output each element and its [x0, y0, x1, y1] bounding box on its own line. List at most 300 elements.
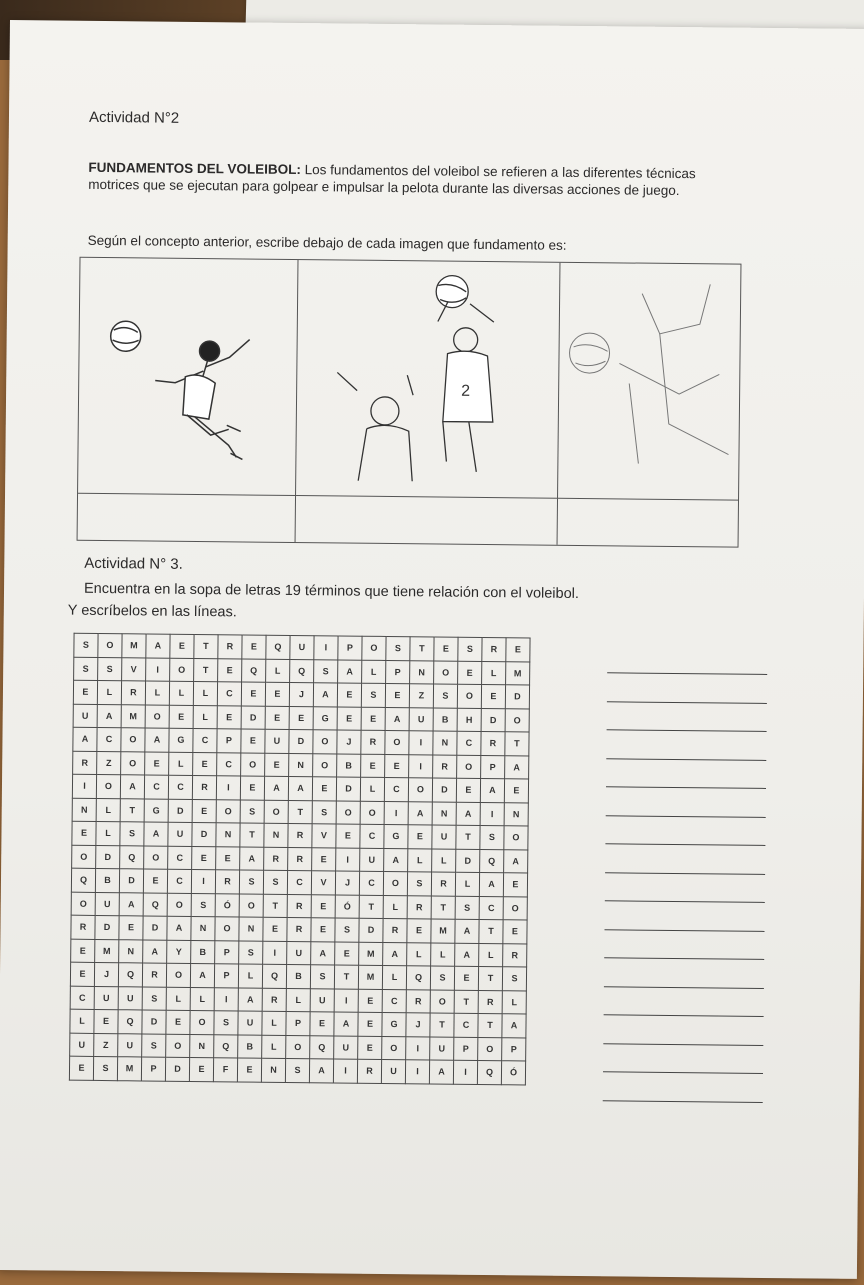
grid-cell[interactable]: T — [194, 634, 218, 658]
grid-cell[interactable]: T — [120, 798, 144, 822]
grid-cell[interactable]: O — [145, 704, 169, 728]
grid-cell[interactable]: V — [312, 824, 336, 848]
grid-cell[interactable]: I — [334, 988, 358, 1012]
grid-cell[interactable]: O — [313, 730, 337, 754]
grid-cell[interactable]: Q — [477, 1060, 501, 1084]
grid-cell[interactable]: A — [145, 728, 169, 752]
grid-cell[interactable]: A — [479, 872, 503, 896]
grid-cell[interactable]: D — [143, 916, 167, 940]
grid-cell[interactable]: E — [361, 754, 385, 778]
grid-cell[interactable]: B — [286, 964, 310, 988]
grid-cell[interactable]: S — [120, 822, 144, 846]
grid-cell[interactable]: A — [338, 659, 362, 683]
grid-cell[interactable]: E — [69, 1056, 93, 1080]
grid-cell[interactable]: D — [336, 777, 360, 801]
grid-cell[interactable]: A — [190, 963, 214, 987]
grid-cell[interactable]: R — [287, 917, 311, 941]
grid-cell[interactable]: Q — [71, 868, 95, 892]
grid-cell[interactable]: Z — [94, 1033, 118, 1057]
grid-cell[interactable]: G — [144, 798, 168, 822]
grid-cell[interactable]: E — [458, 661, 482, 685]
grid-cell[interactable]: O — [144, 845, 168, 869]
grid-cell[interactable]: T — [456, 825, 480, 849]
grid-cell[interactable]: E — [335, 941, 359, 965]
grid-cell[interactable]: J — [337, 730, 361, 754]
answer-line[interactable] — [605, 874, 765, 903]
grid-cell[interactable]: T — [288, 800, 312, 824]
grid-cell[interactable]: O — [430, 989, 454, 1013]
grid-cell[interactable]: C — [167, 869, 191, 893]
grid-cell[interactable]: U — [238, 1011, 262, 1035]
grid-cell[interactable]: O — [216, 799, 240, 823]
grid-cell[interactable]: D — [165, 1057, 189, 1081]
grid-cell[interactable]: M — [121, 704, 145, 728]
grid-cell[interactable]: P — [286, 1011, 310, 1035]
grid-cell[interactable]: C — [217, 682, 241, 706]
grid-cell[interactable]: E — [504, 779, 528, 803]
grid-cell[interactable]: P — [215, 940, 239, 964]
grid-cell[interactable]: H — [457, 708, 481, 732]
grid-cell[interactable]: E — [193, 752, 217, 776]
grid-cell[interactable]: I — [333, 1059, 357, 1083]
answer-line[interactable] — [605, 817, 765, 846]
grid-cell[interactable]: S — [480, 825, 504, 849]
grid-cell[interactable]: O — [170, 658, 194, 682]
grid-cell[interactable]: I — [72, 774, 96, 798]
grid-cell[interactable]: N — [119, 939, 143, 963]
grid-cell[interactable]: E — [337, 683, 361, 707]
grid-cell[interactable]: E — [166, 1010, 190, 1034]
grid-cell[interactable]: I — [336, 847, 360, 871]
grid-cell[interactable]: E — [217, 705, 241, 729]
grid-cell[interactable]: D — [481, 708, 505, 732]
grid-cell[interactable]: E — [454, 966, 478, 990]
grid-cell[interactable]: G — [382, 1012, 406, 1036]
grid-cell[interactable]: O — [215, 917, 239, 941]
grid-cell[interactable]: D — [192, 822, 216, 846]
grid-cell[interactable]: S — [191, 893, 215, 917]
grid-cell[interactable]: O — [383, 871, 407, 895]
grid-cell[interactable]: C — [168, 846, 192, 870]
grid-cell[interactable]: O — [264, 800, 288, 824]
grid-cell[interactable]: R — [407, 895, 431, 919]
grid-cell[interactable]: N — [72, 798, 96, 822]
grid-cell[interactable]: M — [431, 919, 455, 943]
answer-line[interactable] — [604, 960, 764, 989]
grid-cell[interactable]: C — [70, 986, 94, 1010]
grid-cell[interactable]: E — [169, 705, 193, 729]
grid-cell[interactable]: R — [71, 915, 95, 939]
grid-cell[interactable]: N — [289, 753, 313, 777]
grid-cell[interactable]: C — [193, 728, 217, 752]
grid-cell[interactable]: D — [142, 1010, 166, 1034]
grid-cell[interactable]: Y — [167, 940, 191, 964]
grid-cell[interactable]: A — [238, 987, 262, 1011]
grid-cell[interactable]: T — [478, 1013, 502, 1037]
grid-cell[interactable]: I — [216, 776, 240, 800]
grid-cell[interactable]: R — [121, 681, 145, 705]
grid-cell[interactable]: O — [382, 1036, 406, 1060]
grid-cell[interactable]: T — [430, 1013, 454, 1037]
grid-cell[interactable]: I — [409, 754, 433, 778]
grid-cell[interactable]: L — [169, 752, 193, 776]
grid-cell[interactable]: D — [456, 849, 480, 873]
grid-cell[interactable]: M — [117, 1057, 141, 1081]
grid-cell[interactable]: O — [121, 751, 145, 775]
grid-cell[interactable]: R — [481, 731, 505, 755]
grid-cell[interactable]: O — [360, 801, 384, 825]
grid-cell[interactable]: O — [336, 800, 360, 824]
grid-cell[interactable]: U — [168, 822, 192, 846]
grid-cell[interactable]: N — [191, 916, 215, 940]
grid-cell[interactable]: N — [264, 823, 288, 847]
grid-cell[interactable]: L — [262, 1035, 286, 1059]
grid-cell[interactable]: D — [119, 869, 143, 893]
grid-cell[interactable]: P — [481, 755, 505, 779]
grid-cell[interactable]: R — [357, 1059, 381, 1083]
grid-cell[interactable]: T — [454, 990, 478, 1014]
grid-cell[interactable]: R — [262, 988, 286, 1012]
grid-cell[interactable]: B — [191, 940, 215, 964]
grid-cell[interactable]: P — [386, 660, 410, 684]
grid-cell[interactable]: E — [361, 707, 385, 731]
grid-cell[interactable]: A — [311, 941, 335, 965]
grid-cell[interactable]: O — [96, 774, 120, 798]
grid-cell[interactable]: O — [71, 892, 95, 916]
grid-cell[interactable]: O — [72, 845, 96, 869]
grid-cell[interactable]: Q — [143, 892, 167, 916]
grid-cell[interactable]: E — [265, 753, 289, 777]
grid-cell[interactable]: I — [453, 1060, 477, 1084]
grid-cell[interactable]: S — [74, 633, 98, 657]
answer-line[interactable] — [605, 903, 765, 932]
grid-cell[interactable]: A — [146, 634, 170, 658]
grid-cell[interactable]: L — [193, 681, 217, 705]
grid-cell[interactable]: B — [95, 868, 119, 892]
grid-cell[interactable]: E — [265, 706, 289, 730]
grid-cell[interactable]: L — [479, 943, 503, 967]
grid-cell[interactable]: C — [479, 896, 503, 920]
answer-box-2[interactable] — [296, 496, 558, 545]
grid-cell[interactable]: N — [432, 801, 456, 825]
grid-cell[interactable]: A — [456, 802, 480, 826]
grid-cell[interactable]: A — [240, 846, 264, 870]
grid-cell[interactable]: T — [410, 637, 434, 661]
grid-cell[interactable]: R — [406, 989, 430, 1013]
grid-cell[interactable]: Q — [290, 659, 314, 683]
grid-cell[interactable]: D — [241, 705, 265, 729]
grid-cell[interactable]: A — [480, 778, 504, 802]
grid-cell[interactable]: C — [454, 1013, 478, 1037]
grid-cell[interactable]: L — [455, 872, 479, 896]
grid-cell[interactable]: R — [192, 775, 216, 799]
answer-line[interactable] — [605, 846, 765, 875]
grid-cell[interactable]: O — [239, 893, 263, 917]
grid-cell[interactable]: N — [190, 1034, 214, 1058]
grid-cell[interactable]: S — [74, 657, 98, 681]
grid-cell[interactable]: L — [383, 895, 407, 919]
grid-cell[interactable]: Q — [118, 1010, 142, 1034]
grid-cell[interactable]: D — [96, 845, 120, 869]
grid-cell[interactable]: S — [310, 965, 334, 989]
grid-cell[interactable]: N — [239, 917, 263, 941]
grid-cell[interactable]: D — [95, 915, 119, 939]
grid-cell[interactable]: O — [478, 1037, 502, 1061]
grid-cell[interactable]: S — [239, 870, 263, 894]
grid-cell[interactable]: O — [167, 893, 191, 917]
grid-cell[interactable]: R — [288, 847, 312, 871]
grid-cell[interactable]: S — [239, 940, 263, 964]
grid-cell[interactable]: A — [97, 704, 121, 728]
grid-cell[interactable]: U — [360, 848, 384, 872]
grid-cell[interactable]: U — [265, 729, 289, 753]
grid-cell[interactable]: Q — [480, 849, 504, 873]
grid-cell[interactable]: E — [434, 637, 458, 661]
grid-cell[interactable]: D — [359, 918, 383, 942]
grid-cell[interactable]: L — [432, 848, 456, 872]
grid-cell[interactable]: S — [214, 1011, 238, 1035]
grid-cell[interactable]: C — [144, 775, 168, 799]
grid-cell[interactable]: A — [383, 942, 407, 966]
grid-cell[interactable]: L — [238, 964, 262, 988]
grid-cell[interactable]: U — [432, 825, 456, 849]
grid-cell[interactable]: L — [193, 705, 217, 729]
answer-box-3[interactable] — [558, 499, 738, 547]
grid-cell[interactable]: C — [359, 871, 383, 895]
grid-cell[interactable]: E — [189, 1057, 213, 1081]
grid-cell[interactable]: E — [310, 1012, 334, 1036]
grid-cell[interactable]: I — [405, 1060, 429, 1084]
grid-cell[interactable]: G — [384, 824, 408, 848]
answer-line[interactable] — [606, 732, 766, 761]
grid-cell[interactable]: E — [337, 706, 361, 730]
grid-cell[interactable]: E — [358, 1012, 382, 1036]
grid-cell[interactable]: E — [241, 682, 265, 706]
grid-cell[interactable]: C — [457, 731, 481, 755]
grid-cell[interactable]: Ó — [501, 1061, 525, 1085]
grid-cell[interactable]: S — [433, 684, 457, 708]
grid-cell[interactable]: C — [97, 727, 121, 751]
grid-cell[interactable]: O — [503, 896, 527, 920]
grid-cell[interactable]: V — [311, 871, 335, 895]
grid-cell[interactable]: U — [310, 988, 334, 1012]
grid-cell[interactable]: E — [336, 824, 360, 848]
grid-cell[interactable]: J — [94, 962, 118, 986]
grid-cell[interactable]: E — [71, 939, 95, 963]
grid-cell[interactable]: M — [359, 942, 383, 966]
grid-cell[interactable]: L — [502, 990, 526, 1014]
grid-cell[interactable]: E — [145, 751, 169, 775]
grid-cell[interactable]: R — [218, 635, 242, 659]
grid-cell[interactable]: O — [457, 684, 481, 708]
grid-cell[interactable]: O — [121, 728, 145, 752]
grid-cell[interactable]: E — [311, 918, 335, 942]
answer-line[interactable] — [606, 789, 766, 818]
grid-cell[interactable]: T — [359, 895, 383, 919]
grid-cell[interactable]: E — [263, 917, 287, 941]
grid-cell[interactable]: A — [288, 776, 312, 800]
grid-cell[interactable]: R — [482, 637, 506, 661]
grid-cell[interactable]: E — [72, 821, 96, 845]
grid-cell[interactable]: Ó — [335, 894, 359, 918]
grid-cell[interactable]: B — [337, 753, 361, 777]
grid-cell[interactable]: O — [385, 730, 409, 754]
grid-cell[interactable]: L — [97, 680, 121, 704]
grid-cell[interactable]: S — [93, 1056, 117, 1080]
grid-cell[interactable]: T — [334, 965, 358, 989]
grid-cell[interactable]: T — [240, 823, 264, 847]
grid-cell[interactable]: N — [410, 660, 434, 684]
grid-cell[interactable]: L — [190, 987, 214, 1011]
grid-cell[interactable]: S — [335, 918, 359, 942]
grid-cell[interactable]: Q — [214, 1034, 238, 1058]
grid-cell[interactable]: S — [285, 1058, 309, 1082]
grid-cell[interactable]: I — [263, 941, 287, 965]
grid-cell[interactable]: A — [384, 848, 408, 872]
answer-line[interactable] — [607, 675, 767, 704]
grid-cell[interactable]: R — [264, 847, 288, 871]
grid-cell[interactable]: E — [481, 684, 505, 708]
grid-cell[interactable]: S — [240, 799, 264, 823]
grid-cell[interactable]: E — [289, 706, 313, 730]
grid-cell[interactable]: N — [261, 1058, 285, 1082]
grid-cell[interactable]: J — [406, 1013, 430, 1037]
grid-cell[interactable]: R — [215, 870, 239, 894]
grid-cell[interactable]: S — [314, 659, 338, 683]
grid-cell[interactable]: C — [217, 752, 241, 776]
grid-cell[interactable]: I — [214, 987, 238, 1011]
grid-cell[interactable]: L — [407, 942, 431, 966]
grid-cell[interactable]: S — [386, 636, 410, 660]
grid-cell[interactable]: D — [432, 778, 456, 802]
grid-cell[interactable]: L — [96, 821, 120, 845]
grid-cell[interactable]: C — [287, 870, 311, 894]
grid-cell[interactable]: A — [408, 801, 432, 825]
grid-cell[interactable]: E — [70, 962, 94, 986]
grid-cell[interactable]: L — [431, 942, 455, 966]
grid-cell[interactable]: D — [289, 729, 313, 753]
grid-cell[interactable]: D — [505, 685, 529, 709]
grid-cell[interactable]: E — [242, 635, 266, 659]
grid-cell[interactable]: M — [506, 661, 530, 685]
grid-cell[interactable]: U — [95, 892, 119, 916]
grid-cell[interactable]: N — [433, 731, 457, 755]
grid-cell[interactable]: A — [144, 822, 168, 846]
grid-cell[interactable]: Q — [262, 964, 286, 988]
grid-cell[interactable]: U — [118, 986, 142, 1010]
grid-cell[interactable]: E — [312, 777, 336, 801]
grid-cell[interactable]: A — [385, 707, 409, 731]
grid-cell[interactable]: L — [266, 659, 290, 683]
grid-cell[interactable]: L — [145, 681, 169, 705]
grid-cell[interactable]: T — [478, 966, 502, 990]
grid-cell[interactable]: P — [141, 1057, 165, 1081]
grid-cell[interactable]: P — [214, 964, 238, 988]
grid-cell[interactable]: E — [358, 989, 382, 1013]
grid-cell[interactable]: Q — [242, 658, 266, 682]
grid-cell[interactable]: S — [407, 872, 431, 896]
grid-cell[interactable]: A — [167, 916, 191, 940]
grid-cell[interactable]: R — [503, 943, 527, 967]
grid-cell[interactable]: L — [169, 681, 193, 705]
grid-cell[interactable]: F — [213, 1058, 237, 1082]
grid-cell[interactable]: A — [505, 755, 529, 779]
grid-cell[interactable]: E — [216, 846, 240, 870]
grid-cell[interactable]: R — [287, 894, 311, 918]
grid-cell[interactable]: Q — [266, 635, 290, 659]
grid-cell[interactable]: A — [455, 943, 479, 967]
grid-cell[interactable]: A — [455, 919, 479, 943]
grid-cell[interactable]: C — [168, 775, 192, 799]
grid-cell[interactable]: P — [454, 1037, 478, 1061]
grid-cell[interactable]: A — [120, 775, 144, 799]
grid-cell[interactable]: V — [122, 657, 146, 681]
grid-cell[interactable]: R — [433, 754, 457, 778]
grid-cell[interactable]: S — [142, 986, 166, 1010]
grid-cell[interactable]: R — [361, 730, 385, 754]
grid-cell[interactable]: E — [218, 658, 242, 682]
grid-cell[interactable]: A — [143, 939, 167, 963]
grid-cell[interactable]: U — [290, 635, 314, 659]
grid-cell[interactable]: B — [238, 1034, 262, 1058]
grid-cell[interactable]: E — [385, 754, 409, 778]
grid-cell[interactable]: O — [362, 636, 386, 660]
grid-cell[interactable]: R — [288, 823, 312, 847]
grid-cell[interactable]: S — [458, 637, 482, 661]
grid-cell[interactable]: I — [191, 869, 215, 893]
grid-cell[interactable]: E — [73, 680, 97, 704]
grid-cell[interactable]: B — [433, 707, 457, 731]
grid-cell[interactable]: M — [95, 939, 119, 963]
grid-cell[interactable]: A — [334, 1012, 358, 1036]
grid-cell[interactable]: A — [309, 1059, 333, 1083]
grid-cell[interactable]: M — [358, 965, 382, 989]
grid-cell[interactable]: C — [382, 989, 406, 1013]
grid-cell[interactable]: E — [265, 682, 289, 706]
grid-cell[interactable]: R — [383, 918, 407, 942]
grid-cell[interactable]: T — [263, 894, 287, 918]
grid-cell[interactable]: E — [170, 634, 194, 658]
grid-cell[interactable]: O — [434, 660, 458, 684]
grid-cell[interactable]: T — [194, 658, 218, 682]
grid-cell[interactable]: E — [312, 847, 336, 871]
grid-cell[interactable]: S — [502, 967, 526, 991]
grid-cell[interactable]: O — [408, 778, 432, 802]
grid-cell[interactable]: E — [385, 683, 409, 707]
answer-line[interactable] — [603, 1017, 763, 1046]
grid-cell[interactable]: A — [502, 1014, 526, 1038]
answer-box-1[interactable] — [78, 494, 296, 542]
grid-cell[interactable]: L — [362, 660, 386, 684]
grid-cell[interactable]: R — [73, 751, 97, 775]
answer-line[interactable] — [603, 1074, 763, 1103]
grid-cell[interactable]: O — [190, 1010, 214, 1034]
grid-cell[interactable]: E — [241, 729, 265, 753]
grid-cell[interactable]: U — [118, 1033, 142, 1057]
grid-cell[interactable]: U — [287, 941, 311, 965]
grid-cell[interactable]: I — [146, 657, 170, 681]
grid-cell[interactable]: J — [289, 682, 313, 706]
grid-cell[interactable]: E — [240, 776, 264, 800]
grid-cell[interactable]: L — [286, 988, 310, 1012]
grid-cell[interactable]: Q — [120, 845, 144, 869]
grid-cell[interactable]: A — [73, 727, 97, 751]
grid-cell[interactable]: S — [263, 870, 287, 894]
grid-cell[interactable]: I — [314, 636, 338, 660]
grid-cell[interactable]: S — [98, 657, 122, 681]
grid-cell[interactable]: N — [504, 802, 528, 826]
grid-cell[interactable]: R — [142, 963, 166, 987]
